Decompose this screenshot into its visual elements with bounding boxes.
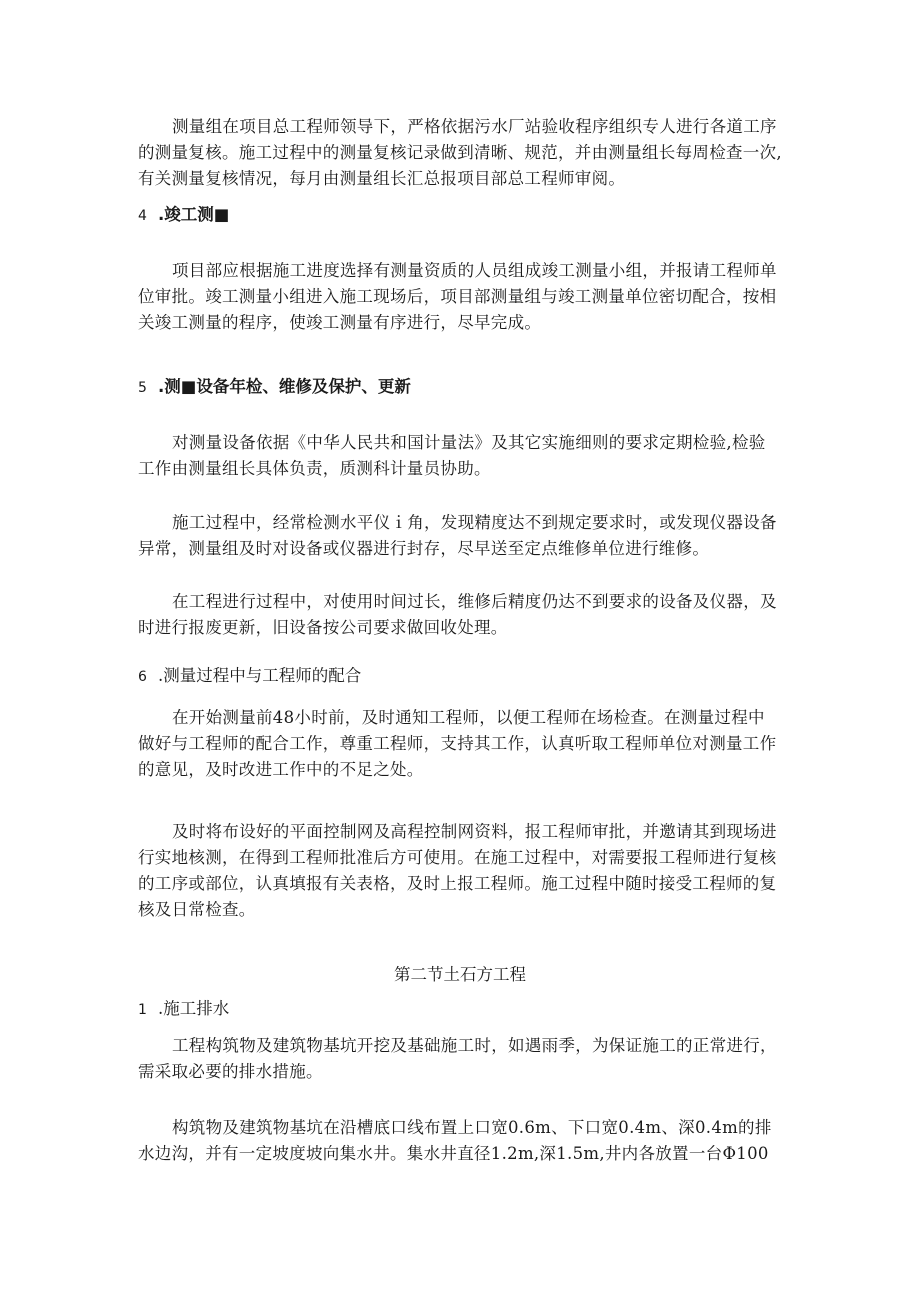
heading-equipment-maintenance — [138, 374, 411, 401]
paragraph-equipment-inspection — [138, 430, 790, 482]
text-line: 核及日常检查。 — [138, 900, 256, 919]
heading-text: .竣工测■ — [158, 205, 230, 224]
text-line: 工作由测量组长具体负责，质测科计量员协助。 — [138, 459, 491, 478]
text-line: 需采取必要的排水措施。 — [138, 1062, 323, 1081]
text-line: 关竣工测量的程序，使竣工测量有序进行，尽早完成。 — [138, 313, 542, 332]
heading-number: 6 — [138, 669, 147, 685]
text-line: 做好与工程师的配合工作，尊重工程师，支持其工作，认真听取工程师单位对测量工作 — [138, 734, 777, 753]
heading-text: .施工排水 — [158, 999, 230, 1018]
text-line: 的测量复核。施工过程中的测量复核记录做到清晰、规范，并由测量组长每周检查一次, — [138, 143, 782, 162]
text-line: 行实地核测，在得到工程师批准后方可使用。在施工过程中，对需要报工程师进行复核 — [138, 848, 777, 867]
text-line: 测量组在项目总工程师领导下，严格依据污水厂站验收程序组织专人进行各道工序 — [172, 117, 777, 136]
paragraph-completion-survey — [138, 258, 790, 336]
heading-text: .测■设备年检、维修及保护、更新 — [158, 377, 411, 396]
heading-text: .测量过程中与工程师的配合 — [158, 666, 362, 685]
text-line: 有关测量复核情况，每月由测量组长汇总报项目部总工程师审阅。 — [138, 169, 626, 188]
text-line: 对测量设备依据《中华人民共和国计量法》及其它实施细则的要求定期检验,检验 — [172, 433, 766, 452]
text-line: 在工程进行过程中，对使用时间过长，维修后精度仍达不到要求的设备及仪器，及 — [172, 592, 777, 611]
text-line: 施工过程中，经常检测水平仪ｉ角，发现精度达不到规定要求时，或发现仪器设备 — [172, 513, 777, 532]
heading-number: 5 — [138, 380, 147, 396]
text-line: 异常，测量组及时对设备或仪器进行封存，尽早送至定点维修单位进行维修。 — [138, 539, 710, 558]
heading-completion-survey — [138, 202, 229, 229]
text-line: 项目部应根据施工进度选择有测量资质的人员组成竣工测量小组，并报请工程师单 — [172, 261, 777, 280]
paragraph-equipment-replacement — [138, 589, 790, 641]
text-line: 位审批。竣工测量小组进入施工现场后，项目部测量组与竣工测量单位密切配合，按相 — [138, 287, 777, 306]
paragraph-survey-review — [138, 114, 790, 192]
text-line: 时进行报废更新，旧设备按公司要求做回收处理。 — [138, 618, 508, 637]
text-line: 及时将布设好的平面控制网及高程控制网资料，报工程师审批，并邀请其到现场进 — [172, 822, 777, 841]
section-title: 第二节土石方工程 — [394, 965, 526, 984]
text-line: 的意见，及时改进工作中的不足之处。 — [138, 760, 424, 779]
text-line: 的工序或部位，认真填报有关表格，及时上报工程师。施工过程中随时接受工程师的复 — [138, 874, 777, 893]
text-line: 构筑物及建筑物基坑在沿槽底口线布置上口宽0.6m、下口宽0.4m、深0.4m的排 — [172, 1118, 772, 1137]
paragraph-engineer-notification — [138, 705, 790, 783]
text-line: 水边沟，并有一定坡度坡向集水井。集水井直径1.2m,深1.5m,井内各放置一台Φ100 — [138, 1144, 769, 1163]
heading-number: 4 — [138, 208, 147, 224]
heading-number: 1 — [138, 1002, 147, 1018]
paragraph-drainage-intro — [138, 1033, 790, 1085]
paragraph-drainage-ditch — [138, 1115, 790, 1167]
heading-drainage — [138, 996, 229, 1023]
paragraph-level-check — [138, 510, 790, 562]
paragraph-control-network — [138, 819, 790, 923]
text-line: 在开始测量前48小时前，及时通知工程师，以便工程师在场检查。在测量过程中 — [172, 708, 765, 727]
heading-engineer-coordination — [138, 663, 361, 690]
text-line: 工程构筑物及建筑物基坑开挖及基础施工时，如遇雨季，为保证施工的正常进行， — [172, 1036, 777, 1055]
